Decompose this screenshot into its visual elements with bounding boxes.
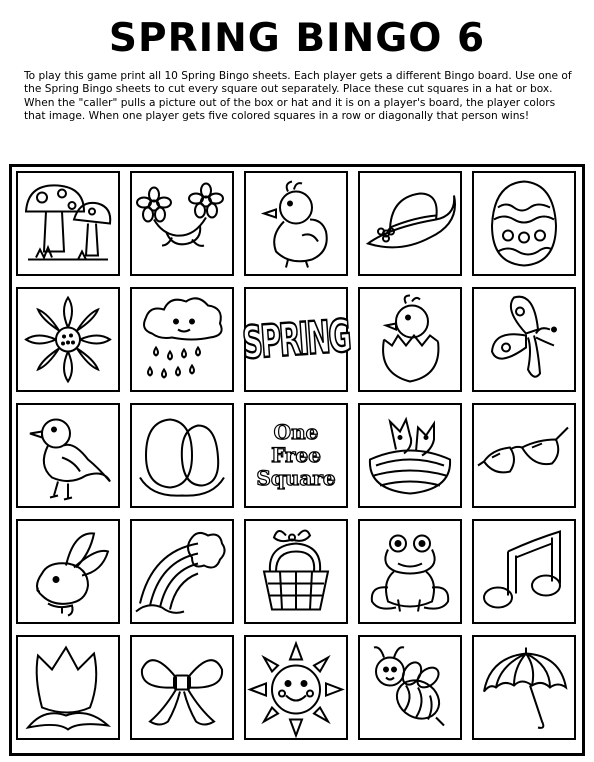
bunny-icon: [18, 521, 118, 622]
hatching-chick-icon: [360, 289, 460, 390]
cell-rain-cloud: [130, 287, 234, 392]
bingo-board: [9, 164, 585, 756]
free-square-text: [246, 405, 346, 506]
cell-free-square: [244, 403, 348, 508]
cell-sun: [244, 635, 348, 740]
flowers-icon: [132, 173, 232, 274]
easter-egg-icon: [474, 173, 574, 274]
page-title: SPRING BINGO 6: [108, 16, 486, 61]
free-square-line-1: One: [273, 420, 319, 444]
cell-bird-nest: [358, 403, 462, 508]
mushroom-icon: [18, 173, 118, 274]
bird-icon: [18, 405, 118, 506]
bow-icon: [132, 637, 232, 738]
cell-frog: [358, 519, 462, 624]
cell-bird: [16, 403, 120, 508]
daisy-icon: [18, 289, 118, 390]
instructions-text: To play this game print all 10 Spring Bingo sheets. Each player gets a different Bingo board. Use one of the Spring Bingo sheets to cut every square out separately. Place these cut squares in a hat or box. When the "caller" pulls a picture out of the box or hat and it is on a player's board, the player colors that image. When one player gets five colored squares in a row or diagonally that person wins!: [24, 70, 572, 123]
basket-icon: [246, 521, 346, 622]
cell-bunny: [16, 519, 120, 624]
cell-basket: [244, 519, 348, 624]
cell-daisy: [16, 287, 120, 392]
sunglasses-icon: [474, 405, 574, 506]
cell-easter-egg: [472, 171, 576, 276]
butterfly-icon: [474, 289, 574, 390]
cell-umbrella: [472, 635, 576, 740]
cell-sun-hat: [358, 171, 462, 276]
cell-spring-word: [240, 287, 352, 392]
spring-word-icon: SPRING: [240, 309, 352, 370]
eggs-icon: [132, 405, 232, 506]
cell-mushroom: [16, 171, 120, 276]
tulip-icon: [18, 637, 118, 738]
cell-music-note: [472, 519, 576, 624]
free-square-line-3: Square: [256, 466, 336, 490]
music-note-icon: [474, 521, 574, 622]
cell-tulip: [16, 635, 120, 740]
cell-sunglasses: [472, 403, 576, 508]
sun-hat-icon: [360, 173, 460, 274]
sun-icon: [246, 637, 346, 738]
rain-cloud-icon: [132, 289, 232, 390]
cell-butterfly: [472, 287, 576, 392]
bee-icon: [360, 637, 460, 738]
cell-flowers: [130, 171, 234, 276]
cell-bow: [130, 635, 234, 740]
cell-bee: [358, 635, 462, 740]
free-square-line-2: Free: [271, 443, 321, 467]
bird-nest-icon: [360, 405, 460, 506]
frog-icon: [360, 521, 460, 622]
cell-rainbow: [130, 519, 234, 624]
umbrella-icon: [474, 637, 574, 738]
rainbow-icon: [132, 521, 232, 622]
cell-hatching-chick: [358, 287, 462, 392]
cell-eggs: [130, 403, 234, 508]
